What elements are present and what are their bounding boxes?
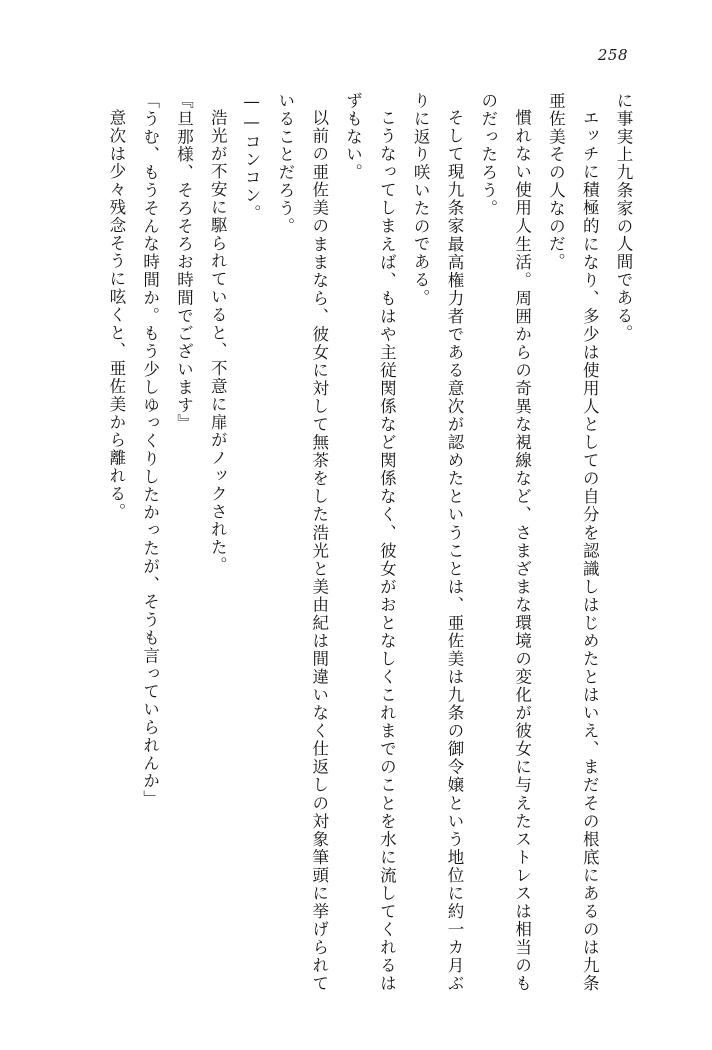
body-text-block: [72, 92, 640, 992]
paragraph: に事実上九条家の人間である。: [614, 92, 633, 343]
paragraph: 「うむ、もうそんな時間か。もう少しゆっくりしたかったが、そうも言っていられんか」: [140, 92, 160, 808]
paragraph: 『旦那様、そろそろお時間でございます』: [174, 92, 194, 433]
paragraph: 慣れない使用人生活。周囲からの奇異な視線など、さまざまな環境の変化が彼女に与えたストレスは相当のものだったろう。: [478, 92, 532, 992]
paragraph: 以前の亜佐美のままなら、彼女に対して無茶をした浩光と美由紀は間違いなく仕返しの対象筆頭に挙げられていることだろう。: [275, 92, 329, 992]
paragraph: エッチに積極的になり、多少は使用人としての自分を認識しはじめたとはいえ、まだその根底にあるのは九条亜佐美その人なのだ。: [546, 92, 600, 992]
paragraph: そして現九条家最高権力者である意次が認めたということは、亜佐美は九条の御令嬢という地位に約一カ月ぶりに返り咲いたのである。: [411, 92, 464, 992]
paragraph: ——コンコン。: [242, 92, 262, 223]
paragraph: 浩光が不安に駆られていると、不意に扉がノックされた。: [208, 108, 228, 574]
page-number: 258: [597, 46, 628, 64]
paragraph: 意次は少々残念そうに呟くと、亜佐美から離れる。: [106, 108, 126, 521]
paragraph: こうなってしまえば、もはや主従関係など関係なく、彼女がおとなしくこれまでのことを水に流してくれるはずもない。: [343, 92, 397, 992]
